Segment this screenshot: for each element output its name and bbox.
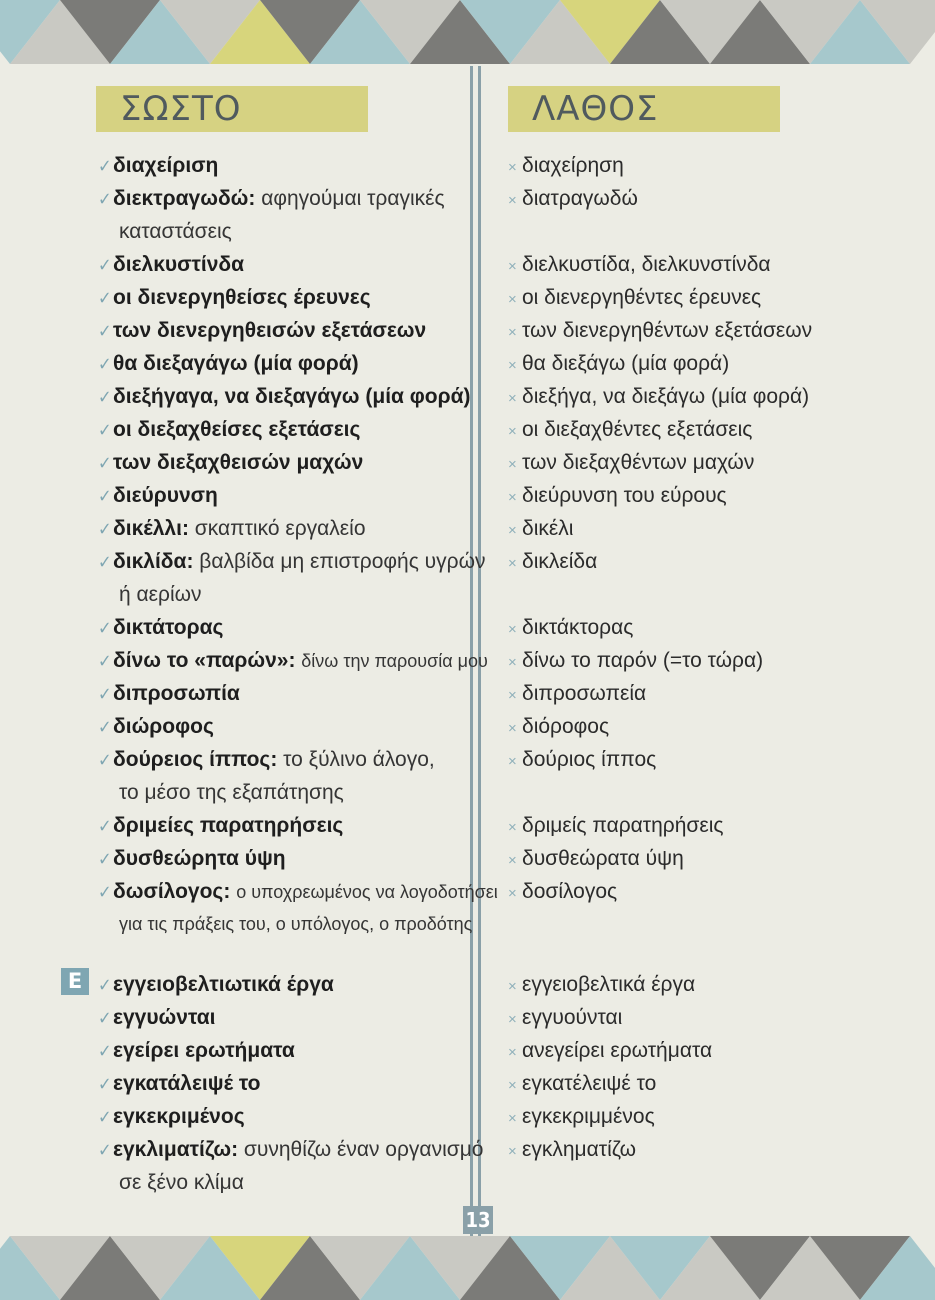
wrong-term: δοσίλογος (522, 880, 618, 903)
cross-icon: × (508, 291, 517, 308)
checkmark-icon: ✓ (98, 1074, 112, 1094)
list-item (508, 1100, 928, 1133)
list-item (98, 1034, 466, 1067)
list-item (508, 347, 928, 380)
wrong-term: δυσθεώρατα ύψη (522, 847, 684, 870)
cross-icon: × (508, 423, 517, 440)
list-item (98, 809, 466, 842)
cross-icon: × (508, 159, 517, 176)
cross-icon: × (508, 522, 517, 539)
correct-term: εγκεκριμένος (113, 1105, 245, 1128)
list-item (98, 182, 466, 248)
definition-cont: καταστάσεις (119, 220, 232, 243)
list-item (98, 380, 471, 413)
bottom-triangle-band (0, 1236, 935, 1300)
list-item (508, 446, 928, 479)
checkmark-icon: ✓ (98, 849, 112, 869)
definition: ο υποχρεωμένος να λογοδοτήσει (236, 882, 498, 902)
list-item (98, 710, 466, 743)
definition: δίνω την παρουσία μου (301, 651, 488, 671)
correct-term: δικέλλι: (113, 517, 189, 540)
list-item (508, 1067, 928, 1100)
cross-icon: × (508, 885, 517, 902)
cross-icon: × (508, 192, 517, 209)
correct-term: διεκτραγωδώ: (113, 187, 256, 210)
checkmark-icon: ✓ (98, 288, 112, 308)
correct-term: διεύρυνση (113, 484, 218, 507)
cross-icon: × (508, 324, 517, 341)
list-item (98, 1001, 466, 1034)
section-letter-badge: Ε (61, 968, 89, 995)
list-item (98, 1133, 484, 1199)
checkmark-icon: ✓ (98, 189, 112, 209)
list-item (508, 809, 928, 842)
cross-icon: × (508, 1077, 517, 1094)
list-item (508, 743, 928, 809)
wrong-term: εγγειοβελτικά έργα (522, 973, 696, 996)
list-item (98, 875, 498, 941)
cross-icon: × (508, 819, 517, 836)
definition: το ξύλινο άλογο, (283, 748, 435, 771)
cross-icon: × (508, 1110, 517, 1127)
cross-icon: × (508, 978, 517, 995)
checkmark-icon: ✓ (98, 255, 112, 275)
list-item (508, 314, 928, 347)
checkmark-icon: ✓ (98, 684, 112, 704)
checkmark-icon: ✓ (98, 1140, 112, 1160)
list-item (98, 446, 466, 479)
list-item (98, 743, 466, 809)
list-item (508, 875, 928, 941)
checkmark-icon: ✓ (98, 486, 112, 506)
cross-icon: × (508, 753, 517, 770)
wrong-term: εγγυούνται (522, 1006, 623, 1029)
list-item (508, 182, 928, 248)
checkmark-icon: ✓ (98, 387, 112, 407)
correct-term: δυσθεώρητα ύψη (113, 847, 286, 870)
list-item (98, 347, 466, 380)
list-item (508, 281, 928, 314)
list-item (98, 677, 466, 710)
wrong-term: εγκατέλειψέ το (522, 1072, 657, 1095)
cross-icon: × (508, 1011, 517, 1028)
wrong-term: διεύρυνση του εύρους (522, 484, 727, 507)
list-item (508, 677, 928, 710)
list-item (98, 512, 466, 545)
checkmark-icon: ✓ (98, 1041, 112, 1061)
correct-term: εγκλιματίζω: (113, 1138, 239, 1161)
definition-cont: ή αερίων (119, 583, 202, 606)
cross-icon: × (508, 357, 517, 374)
checkmark-icon: ✓ (98, 354, 112, 374)
wrong-term: δικέλι (522, 517, 574, 540)
definition-cont: το μέσο της εξαπάτησης (119, 781, 344, 804)
checkmark-icon: ✓ (98, 552, 112, 572)
cross-icon: × (508, 456, 517, 473)
wrong-term: διελκυστίδα, διελκυνστίνδα (522, 253, 771, 276)
checkmark-icon: ✓ (98, 321, 112, 341)
list-item (508, 149, 928, 182)
cross-icon: × (508, 720, 517, 737)
list-item (508, 545, 928, 611)
list-item (508, 710, 928, 743)
wrong-term: δριμείς παρατηρήσεις (522, 814, 724, 837)
wrong-term: θα διεξάγω (μία φορά) (522, 352, 730, 375)
list-item (98, 281, 466, 314)
wrong-header: ΛΑΘΟΣ (508, 86, 780, 132)
list-item (508, 1133, 928, 1166)
list-item (508, 644, 928, 677)
correct-term: διελκυστίνδα (113, 253, 245, 276)
wrong-term: διόροφος (522, 715, 610, 738)
page-number: 13 (463, 1206, 493, 1234)
list-item (508, 842, 928, 875)
list-item (508, 380, 928, 413)
checkmark-icon: ✓ (98, 519, 112, 539)
wrong-term: δίνω το παρόν (=το τώρα) (522, 649, 764, 672)
definition: αφηγούμαι τραγικές (261, 187, 445, 210)
list-item (98, 413, 466, 446)
list-item (508, 512, 928, 545)
list-item (508, 1034, 928, 1067)
cross-icon: × (508, 1143, 517, 1160)
section-spacer (98, 941, 466, 968)
wrong-term: διατραγωδώ (522, 187, 638, 210)
correct-term: δικλίδα: (113, 550, 194, 573)
correct-term: δίνω το «παρών»: (113, 649, 296, 672)
checkmark-icon: ✓ (98, 420, 112, 440)
correct-term: εγγειοβελτιωτικά έργα (113, 973, 334, 996)
cross-icon: × (508, 687, 517, 704)
wrong-term: εγκεκριμμένος (522, 1105, 655, 1128)
wrong-term: δικτάκτορας (522, 616, 634, 639)
cross-icon: × (508, 258, 517, 275)
checkmark-icon: ✓ (98, 156, 112, 176)
checkmark-icon: ✓ (98, 618, 112, 638)
checkmark-icon: ✓ (98, 1107, 112, 1127)
list-item (98, 479, 466, 512)
correct-term: διπροσωπία (113, 682, 240, 705)
correct-term: εγείρει ερωτήματα (113, 1039, 295, 1062)
list-item (508, 611, 928, 644)
checkmark-icon: ✓ (98, 975, 112, 995)
definition: σκαπτικό εργαλείο (194, 517, 366, 540)
correct-term: των διενεργηθεισών εξετάσεων (113, 319, 427, 342)
wrong-term: οι διενεργηθέντες έρευνες (522, 286, 762, 309)
correct-term: εγκατάλειψέ το (113, 1072, 261, 1095)
wrong-term: δούριος ίππος (522, 748, 657, 771)
section-spacer (508, 941, 928, 968)
list-item (508, 479, 928, 512)
list-item (98, 314, 466, 347)
cross-icon: × (508, 489, 517, 506)
checkmark-icon: ✓ (98, 453, 112, 473)
cross-icon: × (508, 621, 517, 638)
correct-list (98, 149, 498, 1199)
wrong-term: διεξήγα, να διεξάγω (μία φορά) (522, 385, 810, 408)
checkmark-icon: ✓ (98, 651, 112, 671)
list-item (98, 842, 466, 875)
list-item (98, 1100, 466, 1133)
list-item (508, 248, 928, 281)
cross-icon: × (508, 390, 517, 407)
correct-term: θα διεξαγάγω (μία φορά) (113, 352, 359, 375)
cross-icon: × (508, 1044, 517, 1061)
definition-cont: σε ξένο κλίμα (119, 1171, 244, 1194)
correct-term: δριμείες παρατηρήσεις (113, 814, 344, 837)
checkmark-icon: ✓ (98, 1008, 112, 1028)
list-item (98, 248, 466, 281)
wrong-term: διαχείρηση (522, 154, 624, 177)
wrong-term: διπροσωπεία (522, 682, 647, 705)
wrong-term: των διενεργηθέντων εξετάσεων (522, 319, 813, 342)
cross-icon: × (508, 555, 517, 572)
checkmark-icon: ✓ (98, 750, 112, 770)
definition: συνηθίζω έναν οργανισμό (243, 1138, 484, 1161)
correct-term: εγγυώνται (113, 1006, 216, 1029)
definition: βαλβίδα μη επιστροφής υγρών (199, 550, 486, 573)
correct-term: δικτάτορας (113, 616, 224, 639)
wrong-term: δικλείδα (522, 550, 598, 573)
correct-term: δούρειος ίππος: (113, 748, 278, 771)
cross-icon: × (508, 852, 517, 869)
correct-term: οι διεξαχθείσες εξετάσεις (113, 418, 361, 441)
correct-term: διώροφος (113, 715, 214, 738)
checkmark-icon: ✓ (98, 882, 112, 902)
definition-cont: για τις πράξεις του, ο υπόλογος, ο προδότης (119, 914, 473, 934)
list-item (508, 968, 928, 1001)
checkmark-icon: ✓ (98, 717, 112, 737)
list-item (98, 611, 466, 644)
correct-term: των διεξαχθεισών μαχών (113, 451, 364, 474)
list-item (98, 149, 466, 182)
wrong-term: εγκληματίζω (522, 1138, 636, 1161)
correct-header: ΣΩΣΤΟ (96, 86, 368, 132)
correct-term: διεξήγαγα, να διεξαγάγω (μία φορά) (113, 385, 471, 408)
list-item (508, 413, 928, 446)
correct-term: δωσίλογος: (113, 880, 231, 903)
list-item (98, 968, 466, 1001)
correct-term: οι διενεργηθείσες έρευνες (113, 286, 371, 309)
list-item (98, 545, 486, 611)
list-item (508, 1001, 928, 1034)
cross-icon: × (508, 654, 517, 671)
wrong-term: οι διεξαχθέντες εξετάσεις (522, 418, 753, 441)
wrong-term: ανεγείρει ερωτήματα (522, 1039, 713, 1062)
wrong-term: των διεξαχθέντων μαχών (522, 451, 755, 474)
wrong-list (508, 149, 928, 1166)
checkmark-icon: ✓ (98, 816, 112, 836)
correct-term: διαχείριση (113, 154, 219, 177)
top-triangle-band (0, 0, 935, 64)
list-item (98, 644, 488, 677)
list-item (98, 1067, 466, 1100)
